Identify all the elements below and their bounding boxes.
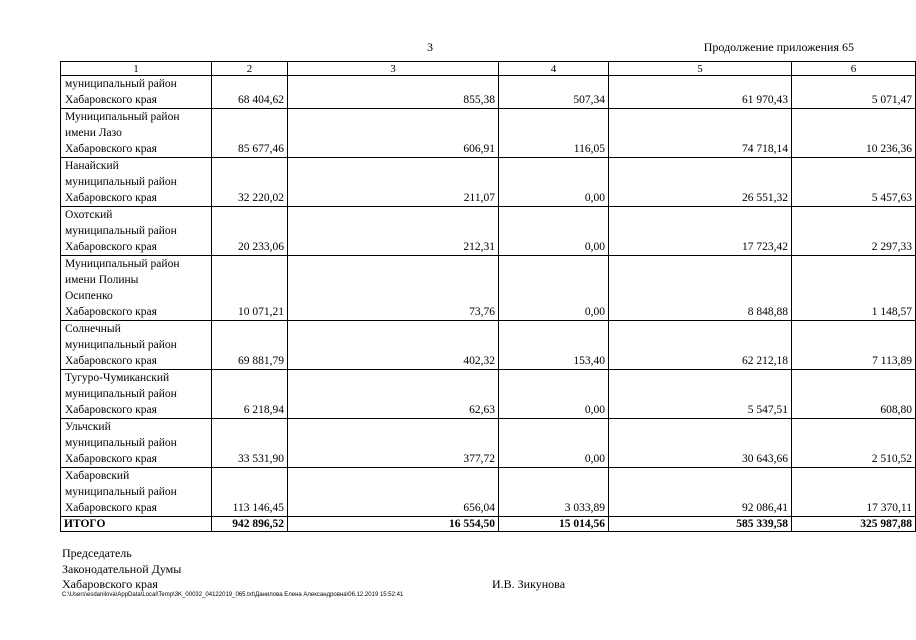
value-cell: 74 718,14 bbox=[609, 109, 792, 158]
value-cell: 8 848,88 bbox=[609, 256, 792, 321]
district-name-line: Муниципальный район bbox=[65, 258, 180, 270]
total-value: 325 987,88 bbox=[792, 517, 916, 532]
value-cell: 212,31 bbox=[288, 207, 499, 256]
total-value: 16 554,50 bbox=[288, 517, 499, 532]
table-row bbox=[61, 207, 916, 256]
table-body bbox=[61, 76, 916, 517]
district-name-line: Хабаровского края bbox=[65, 306, 157, 318]
value-cell: 377,72 bbox=[288, 419, 499, 468]
value-cell: 116,05 bbox=[499, 109, 609, 158]
value-cell: 153,40 bbox=[499, 321, 609, 370]
value-cell: 85 677,46 bbox=[212, 109, 288, 158]
column-header: 3 bbox=[288, 62, 499, 76]
column-header: 2 bbox=[212, 62, 288, 76]
value-cell: 656,04 bbox=[288, 468, 499, 517]
table-row bbox=[61, 256, 916, 321]
table-row bbox=[61, 109, 916, 158]
district-name-line: имени Полины bbox=[65, 274, 139, 286]
value-cell: 61 970,43 bbox=[609, 76, 792, 109]
value-cell: 73,76 bbox=[288, 256, 499, 321]
district-name-line: Хабаровского края bbox=[65, 404, 157, 416]
total-value: 15 014,56 bbox=[499, 517, 609, 532]
value-cell: 0,00 bbox=[499, 419, 609, 468]
table-header-row bbox=[61, 62, 916, 76]
signer-title-line: Председатель bbox=[62, 546, 132, 560]
district-name-line: Хабаровского края bbox=[65, 355, 157, 367]
district-name-cell bbox=[61, 419, 212, 468]
value-cell: 1 148,57 bbox=[792, 256, 916, 321]
value-cell: 30 643,66 bbox=[609, 419, 792, 468]
district-name-line: Солнечный bbox=[65, 323, 121, 335]
value-cell: 606,91 bbox=[288, 109, 499, 158]
value-cell: 62,63 bbox=[288, 370, 499, 419]
value-cell: 17 370,11 bbox=[792, 468, 916, 517]
district-name-line: Охотский bbox=[65, 209, 113, 221]
value-cell: 113 146,45 bbox=[212, 468, 288, 517]
district-name-cell bbox=[61, 158, 212, 207]
signature-block bbox=[62, 546, 181, 593]
district-name-cell bbox=[61, 468, 212, 517]
district-name-line: Ульчский bbox=[65, 421, 111, 433]
total-value: 585 339,58 bbox=[609, 517, 792, 532]
value-cell: 0,00 bbox=[499, 256, 609, 321]
district-name-line: Хабаровского края bbox=[65, 502, 157, 514]
column-header: 1 bbox=[61, 62, 212, 76]
total-value: 942 896,52 bbox=[212, 517, 288, 532]
value-cell: 211,07 bbox=[288, 158, 499, 207]
value-cell: 32 220,02 bbox=[212, 158, 288, 207]
column-header: 5 bbox=[609, 62, 792, 76]
table-row bbox=[61, 158, 916, 207]
district-name-line: Хабаровский bbox=[65, 470, 130, 482]
table-row bbox=[61, 321, 916, 370]
total-row bbox=[61, 517, 916, 532]
value-cell: 62 212,18 bbox=[609, 321, 792, 370]
value-cell: 3 033,89 bbox=[499, 468, 609, 517]
appendix-continuation-title: Продолжение приложения 65 bbox=[703, 40, 854, 54]
district-name-cell bbox=[61, 109, 212, 158]
column-header: 6 bbox=[792, 62, 916, 76]
total-label: ИТОГО bbox=[61, 517, 212, 532]
district-name-line: Хабаровского края bbox=[65, 192, 157, 204]
value-cell: 69 881,79 bbox=[212, 321, 288, 370]
value-cell: 17 723,42 bbox=[609, 207, 792, 256]
value-cell: 20 233,06 bbox=[212, 207, 288, 256]
district-name-line: Нанайский bbox=[65, 160, 119, 172]
district-name-line: Осипенко bbox=[65, 290, 113, 302]
table-row bbox=[61, 76, 916, 109]
value-cell: 10 236,36 bbox=[792, 109, 916, 158]
district-name-line: Тугуро-Чумиканский bbox=[65, 372, 170, 384]
district-name-line: муниципальный район bbox=[65, 225, 177, 237]
district-name-line: Хабаровского края bbox=[65, 453, 157, 465]
value-cell: 92 086,41 bbox=[609, 468, 792, 517]
budget-table bbox=[60, 61, 916, 532]
page-number: 3 bbox=[427, 40, 433, 54]
district-name-line: муниципальный район bbox=[65, 486, 177, 498]
district-name-cell bbox=[61, 76, 212, 109]
district-name-line: Хабаровского края bbox=[65, 94, 157, 106]
value-cell: 33 531,90 bbox=[212, 419, 288, 468]
value-cell: 10 071,21 bbox=[212, 256, 288, 321]
value-cell: 26 551,32 bbox=[609, 158, 792, 207]
value-cell: 0,00 bbox=[499, 370, 609, 419]
signer-title-line: Законодательной Думы bbox=[62, 561, 182, 576]
value-cell: 608,80 bbox=[792, 370, 916, 419]
signer-name: И.В. Зикунова bbox=[492, 577, 566, 591]
district-name-line: муниципальный район bbox=[65, 78, 177, 90]
value-cell: 0,00 bbox=[499, 207, 609, 256]
district-name-line: муниципальный район bbox=[65, 388, 177, 400]
value-cell: 68 404,62 bbox=[212, 76, 288, 109]
value-cell: 855,38 bbox=[288, 76, 499, 109]
value-cell: 0,00 bbox=[499, 158, 609, 207]
value-cell: 402,32 bbox=[288, 321, 499, 370]
value-cell: 5 457,63 bbox=[792, 158, 916, 207]
value-cell: 2 510,52 bbox=[792, 419, 916, 468]
value-cell: 5 071,47 bbox=[792, 76, 916, 109]
table-row bbox=[61, 419, 916, 468]
district-name-cell bbox=[61, 370, 212, 419]
value-cell: 2 297,33 bbox=[792, 207, 916, 256]
district-name-line: Хабаровского края bbox=[65, 241, 157, 253]
table-row bbox=[61, 370, 916, 419]
file-path-footer: C:\Users\esdanilova\AppData\Local\Temp\3K_00032_04122019_065.txt\Данилова Елена Александровна\06.12.2019 15:52:41 bbox=[62, 592, 404, 598]
district-name-line: Хабаровского края bbox=[65, 143, 157, 155]
district-name-cell bbox=[61, 256, 212, 321]
column-header: 4 bbox=[499, 62, 609, 76]
value-cell: 5 547,51 bbox=[609, 370, 792, 419]
district-name-line: муниципальный район bbox=[65, 176, 177, 188]
district-name-cell bbox=[61, 207, 212, 256]
district-name-cell bbox=[61, 321, 212, 370]
value-cell: 6 218,94 bbox=[212, 370, 288, 419]
table-row bbox=[61, 468, 916, 517]
district-name-line: муниципальный район bbox=[65, 339, 177, 351]
district-name-line: Муниципальный район bbox=[65, 111, 180, 123]
value-cell: 507,34 bbox=[499, 76, 609, 109]
signer-title-line: Хабаровского края bbox=[62, 577, 158, 591]
district-name-line: муниципальный район bbox=[65, 437, 177, 449]
value-cell: 7 113,89 bbox=[792, 321, 916, 370]
district-name-line: имени Лазо bbox=[65, 127, 122, 139]
